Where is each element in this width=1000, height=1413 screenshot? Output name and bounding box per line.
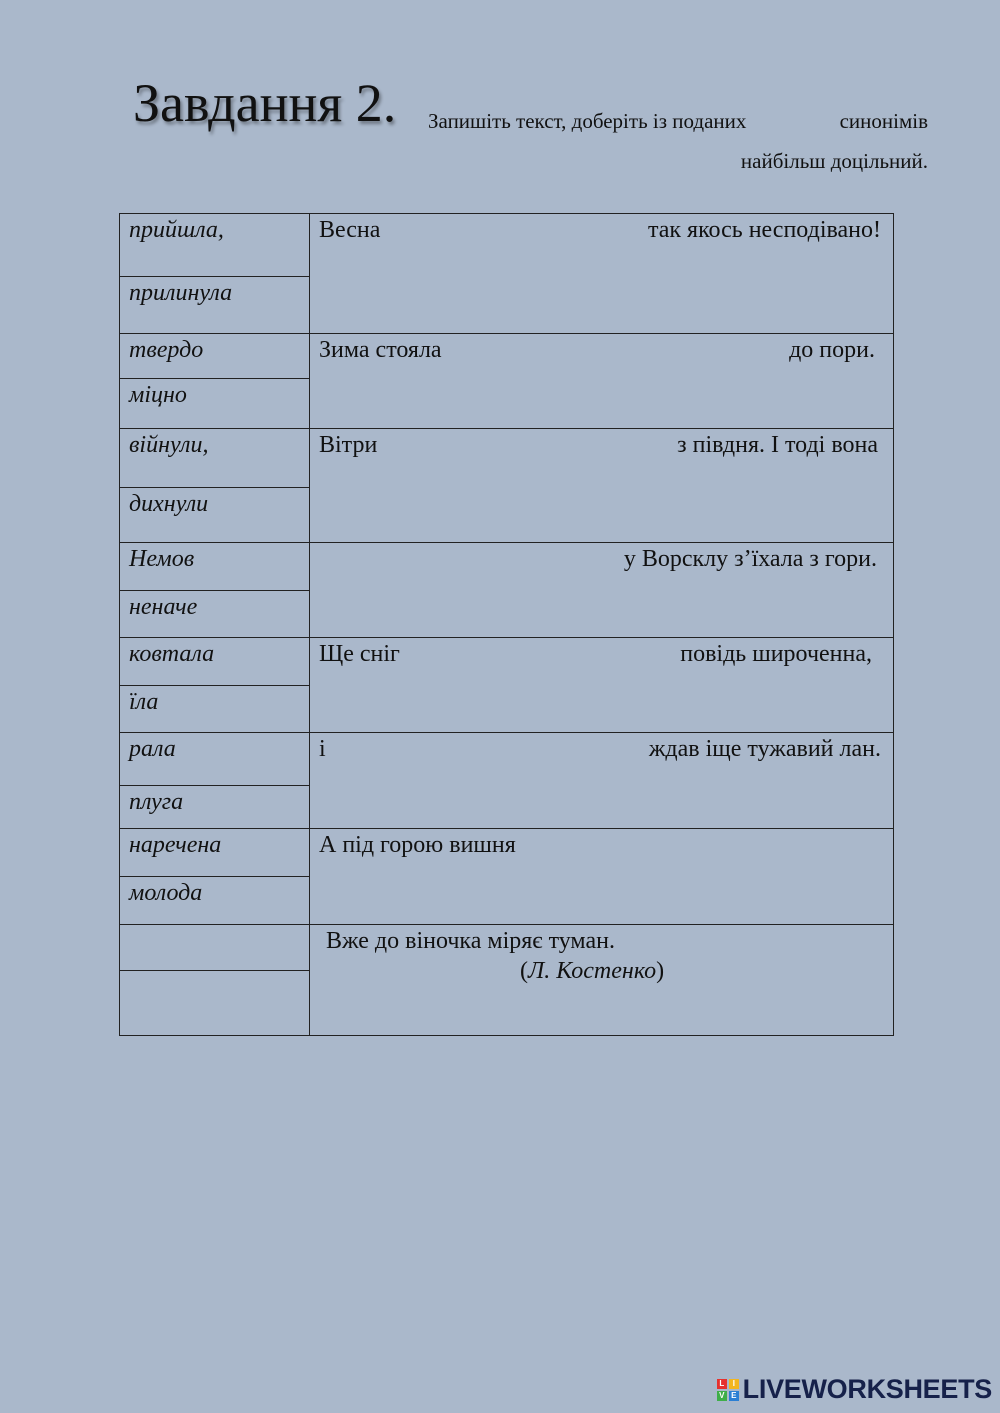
poem-text-right: у Ворсклу з’їхала з гори. — [623, 546, 877, 572]
synonym-option[interactable]: ковтала — [129, 641, 215, 667]
poem-text-right: з півдня. І тоді вона — [677, 432, 878, 458]
synonym-divider — [120, 487, 309, 488]
synonym-divider — [120, 785, 309, 786]
synonym-option[interactable]: прилинула — [129, 280, 233, 306]
poem-text-left: Ще сніг — [319, 641, 400, 667]
table-row — [120, 828, 893, 924]
poem-line — [319, 217, 881, 244]
poem-line — [319, 337, 875, 364]
synonym-divider — [120, 685, 309, 686]
synonym-divider — [120, 378, 309, 379]
table-row — [120, 214, 893, 333]
synonym-option[interactable]: міцно — [129, 382, 187, 408]
synonym-divider — [120, 876, 309, 877]
logo-letter-i: I — [729, 1379, 739, 1389]
poem-line — [319, 546, 877, 573]
poem-text-right: так якось несподівано! — [647, 217, 881, 243]
author-paren-open: ( — [520, 958, 528, 984]
poem-text-left: і — [319, 736, 326, 762]
instruction-text-a: Запишіть текст, доберіть із поданих — [428, 109, 747, 133]
table-row — [120, 428, 893, 542]
instruction-text-b: синонімів — [839, 109, 928, 133]
poem-text-right: до пори. — [789, 337, 875, 363]
live-icon — [717, 1379, 739, 1401]
table-row — [120, 732, 893, 828]
poem-text-right: повідь широченна, — [680, 641, 872, 667]
synonyms-table — [119, 213, 894, 1036]
table-row — [120, 333, 893, 428]
table-row — [120, 924, 893, 1036]
synonym-option[interactable]: Немов — [129, 546, 195, 572]
synonym-option[interactable]: їла — [129, 689, 159, 715]
synonym-option[interactable]: неначе — [129, 594, 198, 620]
poem-text-left: Вітри — [319, 432, 378, 458]
logo-letter-l: L — [717, 1379, 727, 1389]
logo-text: LIVEWORKSHEETS — [742, 1374, 992, 1404]
poem-text-left: А під горою вишня — [319, 832, 516, 858]
poem-text-left: Зима стояла — [319, 337, 442, 363]
author-paren-close: ) — [656, 958, 665, 984]
poem-text-left: Вже до віночка міряє туман. — [326, 928, 615, 954]
synonym-divider — [120, 590, 309, 591]
logo-letter-e: E — [729, 1391, 739, 1401]
poem-line — [319, 736, 881, 763]
poem-author — [520, 958, 664, 985]
synonym-option[interactable]: рала — [129, 736, 176, 762]
author-name: Л. Костенко — [528, 958, 657, 984]
synonym-option[interactable]: молода — [129, 880, 203, 906]
synonym-divider — [120, 970, 309, 971]
synonym-option[interactable]: плуга — [129, 789, 184, 815]
table-row — [120, 542, 893, 637]
synonym-divider — [120, 276, 309, 277]
poem-line — [319, 432, 878, 459]
poem-text-right: ждав іще тужавий лан. — [648, 736, 881, 762]
table-row — [120, 637, 893, 732]
poem-line — [326, 928, 881, 955]
poem-line — [319, 832, 881, 859]
instruction-line-2: найбільш доцільний. — [740, 149, 928, 173]
synonym-option[interactable]: наречена — [129, 832, 222, 858]
poem-line — [319, 641, 872, 668]
poem-text-left: Весна — [319, 217, 381, 243]
synonym-option[interactable]: прийшла, — [129, 217, 224, 243]
synonym-option[interactable]: дихнули — [129, 491, 209, 517]
instruction-line-1 — [428, 110, 928, 133]
synonym-option[interactable]: війнули, — [129, 432, 209, 458]
task-title: Завдання 2. — [133, 73, 397, 133]
liveworksheets-logo — [717, 1374, 992, 1405]
logo-letter-v: V — [717, 1391, 727, 1401]
synonym-option[interactable]: твердо — [129, 337, 204, 363]
